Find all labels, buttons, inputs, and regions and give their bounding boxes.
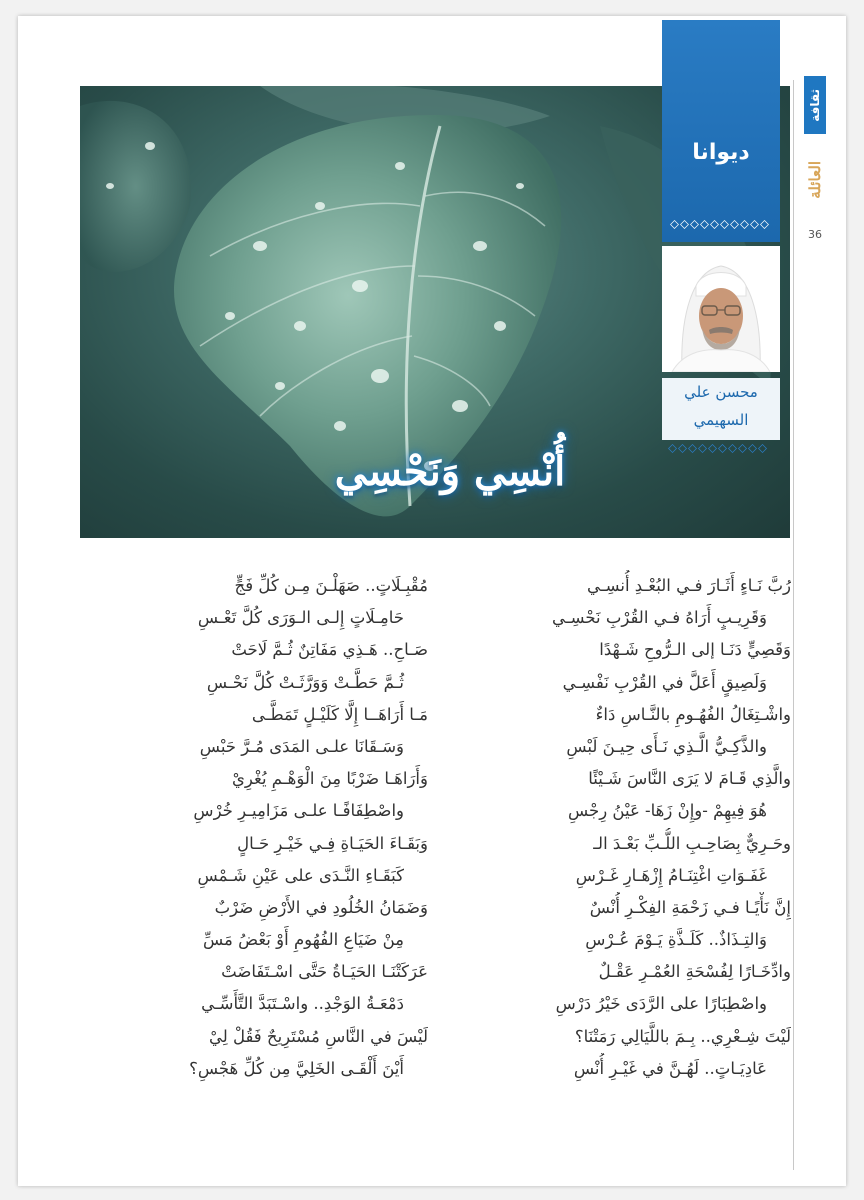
poem-verse-line: وَبَقَـاءَ الحَيَـاةِ فِـي خَيْـرِ حَـالٍ <box>237 833 428 853</box>
poem-verse-line: عَادِيَـاتٍ.. لَهُـنَّ في غَيْـرِ أُنْسِ <box>573 1058 767 1078</box>
section-header-block <box>662 20 780 242</box>
poem-verse-line: وَقَرِيـبٍ أَرَاهُ فـي القُرْبِ نَحْسِـي <box>552 608 767 628</box>
author-name-line2: السهيمي <box>693 411 749 429</box>
poem-verse-line: وَقَصِيٍّ دَنَـا إلى الـرُّوحِ شَـهْدًا <box>599 640 791 660</box>
author-name-line1: محسن علي <box>684 383 758 401</box>
poem-verse-line: رُبَّ نَـاءٍ أَثَـارَ فـي البُعْـدِ أُنسِـي <box>587 576 791 595</box>
poem-verse-line: عَرَكَتْنَـا الحَيَـاةُ حَتَّى اسْـتَفَاضَتْ <box>221 962 428 982</box>
section-tab <box>804 76 826 134</box>
poem-verse-line: وَلَصِيقٍ أَعَلَّ في القُرْبِ نَفْسِـي <box>562 672 767 692</box>
poem-verse-line: واصْطِبَارًا على الرَّدَى خَيْرُ دَرْسِ <box>555 994 767 1014</box>
poem-verse-line: ثُـمَّ حَطَّـتْ وَوَرَّثَـتْ كُلَّ نَحْـسِ <box>206 672 404 692</box>
section-title: ديوانا <box>692 140 750 165</box>
poem-verse-line: إِنَّ نَأْيًـا فـي زَحْمَةِ الفِكْـرِ أُنْسٌ <box>589 897 791 917</box>
diamond-ornament-top <box>670 220 769 230</box>
diamond-ornament-bottom <box>668 444 767 454</box>
poem-verse-line: واشْـتِغَالُ الفُهُـومِ بالنَّـاسِ دَاءٌ <box>595 704 791 724</box>
poem-verse-line: مِنْ ضَيَاعِ الفُهُومِ أَوْ بَعْضُ مَسِّ <box>203 930 404 950</box>
poem-verse-line: وحَـرِيٌّ بِصَاحِـبِ اللُّـبِّ بَعْـدَ الـ <box>593 833 791 853</box>
author-portrait-illustration <box>662 246 780 372</box>
author-name-box <box>662 378 780 440</box>
poem-verse-line: والذَّكِـيُّ الَّـذِي نَـأَى حِيـنَ لَبْسِ <box>566 736 767 756</box>
poem-column-right <box>455 570 791 1085</box>
page-number: 36 <box>808 228 822 241</box>
poem-title: أُنْسِي وَنَحْسِي <box>334 448 566 495</box>
poem-verse-line: لَيْتَ شِـعْرِي.. بِـمَ باللَّيَالِي رَمَتْنَا؟ <box>574 1026 791 1046</box>
poem-verse-line: وَضَمَانُ الخُلُودِ في الأَرْضِ ضَرْبٌ <box>214 897 428 917</box>
poem-verse-line: حَامِـلَاتٍ إِلـى الـوَرَى كُلَّ تَعْـسِ <box>197 608 404 628</box>
poem-verse-line: أَيْنَ أَلْقَـى الخَلِيَّ مِن كُلِّ هَجْسِ؟ <box>189 1058 404 1078</box>
author-photo <box>662 246 780 372</box>
poem-verse-line: مُقْبِـلَاتٍ.. صَهَلْـنَ مِـن كُلِّ فَجٍّ <box>234 576 428 595</box>
magazine-logo-text: العائلة <box>806 161 824 199</box>
vertical-divider <box>793 80 794 1170</box>
poem-verse-line: هُوَ فِيهِمْ -وإِنْ زَهَا- عَيْنُ رِجْسِ <box>567 801 767 821</box>
poem-verse-line: دَمْعَـةُ الوَجْدِ.. واسْـتَبَدَّ التَّأَسِّـي <box>201 994 404 1014</box>
poem-verse-line: والَّذِي قَـامَ لا يَرَى النَّاسَ شَـيْئًا <box>588 769 791 789</box>
poem-verse-line: صَـاحِ.. هَـذِي مَفَاتِنٌ ثُـمَّ لَاحَتْ <box>231 640 428 660</box>
poem-verse-line: غَفَـوَاتِ اغْتِنَـامُ إِزْهَـارِ غَـرْسِ <box>575 865 767 885</box>
poem-verse-line: وَالتِـذَاذٌ.. كَلَـذَّةِ يَـوْمَ عُـرْسِ <box>585 930 767 950</box>
poem-verse-line: وادِّخَـارًا لِفُسْحَةِ العُمْـرِ عَقْـلٌ <box>598 962 791 982</box>
poem-verse-line: وَأَرَاهَـا ضَرْبًا مِنَ الْوَهْـمِ يُغْرِيْ <box>231 769 428 789</box>
section-tab-label: ثقافة <box>808 88 822 122</box>
poem-verse-line: لَيْسَ في النَّاسِ مُسْتَرِيحٌ فَقُلْ لِيْ <box>208 1026 428 1046</box>
poem-verse-line: مَـا أَرَاهَــا إِلَّا كَلَيْـلٍ تَمَطَّـى <box>251 704 428 724</box>
poem-column-left <box>92 570 428 1085</box>
poem-verse-line: وَسَـقَانَا علـى المَدَى مُـرَّ حَبْسِ <box>199 736 404 756</box>
magazine-logo <box>804 140 826 220</box>
poem-verse-line: واصْطِفَافًـا علـى مَزَامِيـرِ خُرْسِ <box>193 801 404 821</box>
poem-verse-line: كَبَقَـاءِ النَّـدَى على عَيْنِ شَـمْسِ <box>197 865 404 885</box>
